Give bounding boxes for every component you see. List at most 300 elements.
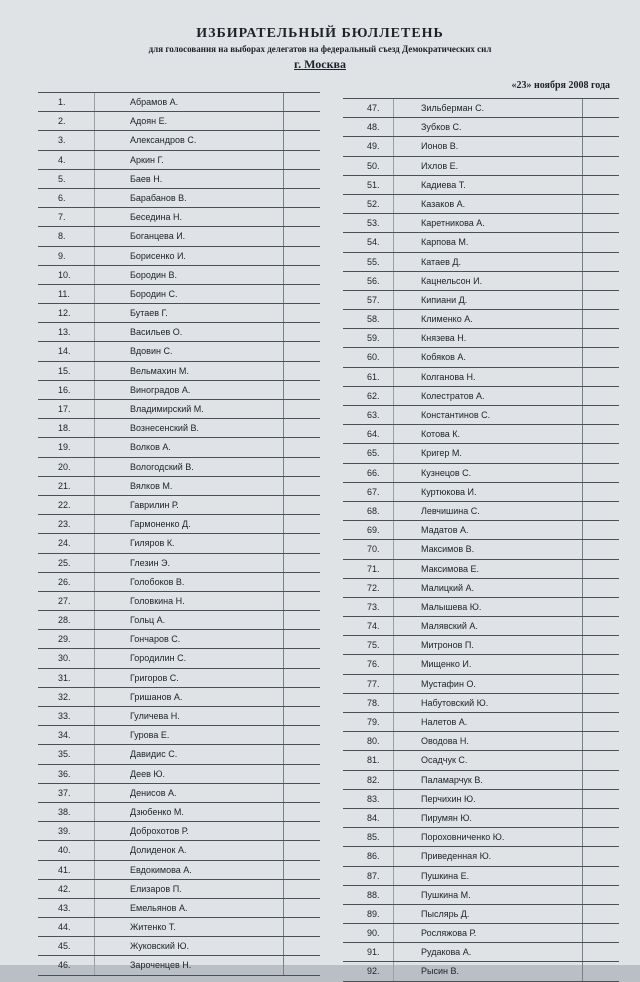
column-divider xyxy=(94,496,95,514)
candidate-row xyxy=(38,150,320,169)
candidate-number: 10. xyxy=(58,269,71,280)
candidate-name: Кацнельсон И. xyxy=(421,275,483,286)
vote-checkbox[interactable] xyxy=(582,348,607,366)
candidate-name: Пыслярь Д. xyxy=(421,908,470,919)
candidate-row xyxy=(38,418,320,437)
vote-checkbox[interactable] xyxy=(582,655,607,673)
candidate-number: 92. xyxy=(367,966,380,977)
column-divider xyxy=(393,406,394,424)
candidate-name: Вологодский В. xyxy=(130,461,194,472)
vote-checkbox[interactable] xyxy=(582,137,607,155)
column-divider xyxy=(393,675,394,693)
column-divider xyxy=(94,707,95,725)
ballot-subtitle: для голосования на выборах делегатов на федеральный съезд Демократических сил xyxy=(148,44,492,54)
vote-checkbox[interactable] xyxy=(283,534,308,552)
candidate-name: Кузнецов С. xyxy=(421,467,472,478)
vote-checkbox[interactable] xyxy=(283,151,308,169)
column-divider xyxy=(393,176,394,194)
vote-checkbox[interactable] xyxy=(283,956,308,974)
candidate-name: Григоров С. xyxy=(130,672,179,683)
column-divider xyxy=(393,368,394,386)
vote-checkbox[interactable] xyxy=(283,669,308,687)
candidate-number: 45. xyxy=(58,941,71,952)
column-divider xyxy=(94,323,95,341)
vote-checkbox[interactable] xyxy=(582,387,607,405)
column-divider xyxy=(393,521,394,539)
candidate-row xyxy=(343,194,619,213)
candidate-name: Глезин Э. xyxy=(130,557,171,568)
candidate-row xyxy=(38,764,320,783)
candidate-row xyxy=(343,578,619,597)
candidate-number: 22. xyxy=(58,499,71,510)
column-divider xyxy=(393,291,394,309)
candidate-number: 28. xyxy=(58,615,71,626)
vote-checkbox[interactable] xyxy=(283,477,308,495)
candidate-number: 62. xyxy=(367,390,380,401)
candidate-name: Гончаров С. xyxy=(130,634,181,645)
vote-checkbox[interactable] xyxy=(582,924,607,942)
vote-checkbox[interactable] xyxy=(283,304,308,322)
candidate-row xyxy=(343,463,619,482)
candidate-number: 55. xyxy=(367,256,380,267)
candidate-number: 33. xyxy=(58,711,71,721)
candidate-name: Дзюбенко М. xyxy=(130,806,184,817)
column-divider xyxy=(94,515,95,533)
column-divider xyxy=(393,560,394,578)
candidate-name: Евдокимова А. xyxy=(130,864,192,875)
vote-checkbox[interactable] xyxy=(283,630,308,648)
vote-checkbox[interactable] xyxy=(582,886,607,904)
column-divider xyxy=(393,99,394,117)
candidate-number: 58. xyxy=(367,314,380,325)
column-divider xyxy=(94,899,95,917)
candidate-name: Беседина Н. xyxy=(130,212,182,223)
column-divider xyxy=(393,828,394,846)
column-divider xyxy=(94,688,95,706)
candidate-number: 5. xyxy=(58,173,66,184)
candidate-name: Виноградов А. xyxy=(130,384,191,395)
candidate-row xyxy=(343,501,619,520)
vote-checkbox[interactable] xyxy=(283,726,308,744)
candidate-name: Паламарчук В. xyxy=(421,774,483,785)
vote-checkbox[interactable] xyxy=(283,496,308,514)
candidate-number: 40. xyxy=(58,845,71,856)
column-divider xyxy=(94,784,95,802)
candidate-name: Адоян Е. xyxy=(130,116,168,127)
candidate-name: Катаев Д. xyxy=(421,256,461,267)
vote-checkbox[interactable] xyxy=(283,419,308,437)
candidate-row xyxy=(38,917,320,936)
vote-checkbox[interactable] xyxy=(582,867,607,885)
candidate-number: 21. xyxy=(58,480,71,491)
column-divider xyxy=(393,310,394,328)
candidate-row xyxy=(343,904,619,923)
vote-checkbox[interactable] xyxy=(283,323,308,341)
vote-checkbox[interactable] xyxy=(582,943,607,961)
column-divider xyxy=(94,669,95,687)
vote-checkbox[interactable] xyxy=(582,368,607,386)
vote-checkbox[interactable] xyxy=(283,688,308,706)
vote-checkbox[interactable] xyxy=(283,573,308,591)
vote-checkbox[interactable] xyxy=(582,771,607,789)
candidate-number: 71. xyxy=(367,563,380,574)
candidate-number: 13. xyxy=(58,327,71,338)
column-divider xyxy=(94,841,95,859)
candidate-name: Пушкина Е. xyxy=(421,870,470,881)
candidate-number: 15. xyxy=(58,365,71,376)
candidate-row xyxy=(343,290,619,309)
candidate-row xyxy=(38,169,320,188)
vote-checkbox[interactable] xyxy=(582,636,607,654)
candidate-name: Голобоков В. xyxy=(130,576,185,587)
vote-checkbox[interactable] xyxy=(283,208,308,226)
column-divider xyxy=(94,592,95,610)
column-divider xyxy=(393,962,394,980)
candidate-name: Мадатов А. xyxy=(421,525,469,536)
vote-checkbox[interactable] xyxy=(283,803,308,821)
candidate-name: Жуковский Ю. xyxy=(130,941,190,952)
vote-checkbox[interactable] xyxy=(582,617,607,635)
vote-checkbox[interactable] xyxy=(582,675,607,693)
vote-checkbox[interactable] xyxy=(582,751,607,769)
candidate-number: 30. xyxy=(58,653,71,664)
vote-checkbox[interactable] xyxy=(582,272,607,290)
candidate-name: Осадчук С. xyxy=(421,755,468,766)
column-divider xyxy=(393,348,394,366)
vote-checkbox[interactable] xyxy=(283,285,308,303)
candidate-name: Вознесенский В. xyxy=(130,423,199,434)
candidate-row xyxy=(343,654,619,673)
candidate-row xyxy=(343,309,619,328)
column-divider xyxy=(393,233,394,251)
vote-checkbox[interactable] xyxy=(283,611,308,629)
candidate-row xyxy=(343,328,619,347)
candidate-name: Барабанов В. xyxy=(130,192,187,203)
vote-checkbox[interactable] xyxy=(582,233,607,251)
vote-checkbox[interactable] xyxy=(582,464,607,482)
column-divider xyxy=(94,227,95,245)
candidate-row xyxy=(38,936,320,955)
vote-checkbox[interactable] xyxy=(283,170,308,188)
candidate-number: 12. xyxy=(58,308,71,319)
column-divider xyxy=(393,847,394,865)
candidate-name: Набутовский Ю. xyxy=(421,697,489,708)
candidate-row xyxy=(343,866,619,885)
candidate-list-right xyxy=(343,98,619,982)
column-divider xyxy=(393,157,394,175)
vote-checkbox[interactable] xyxy=(283,381,308,399)
vote-checkbox[interactable] xyxy=(582,732,607,750)
candidate-number: 29. xyxy=(58,634,71,645)
column-divider xyxy=(393,751,394,769)
column-divider xyxy=(393,598,394,616)
candidate-row xyxy=(343,942,619,961)
column-divider xyxy=(94,362,95,380)
vote-checkbox[interactable] xyxy=(283,918,308,936)
candidate-name: Гаврилин Р. xyxy=(130,499,179,510)
vote-checkbox[interactable] xyxy=(582,847,607,865)
column-divider xyxy=(94,266,95,284)
candidate-number: 69. xyxy=(367,525,380,536)
vote-checkbox[interactable] xyxy=(582,521,607,539)
candidate-row xyxy=(343,156,619,175)
candidate-number: 87. xyxy=(367,870,380,881)
candidate-name: Куртюкова И. xyxy=(421,486,477,497)
column-divider xyxy=(393,924,394,942)
candidate-row xyxy=(38,553,320,572)
candidate-name: Максимова Е. xyxy=(421,563,480,574)
candidate-row xyxy=(343,885,619,904)
candidate-row xyxy=(38,860,320,879)
candidate-name: Вялков М. xyxy=(130,480,173,491)
candidate-name: Деев Ю. xyxy=(130,768,165,779)
column-divider xyxy=(94,822,95,840)
vote-checkbox[interactable] xyxy=(582,962,607,980)
candidate-name: Приведенная Ю. xyxy=(421,851,492,862)
column-divider xyxy=(94,649,95,667)
candidate-row xyxy=(343,252,619,271)
column-divider xyxy=(393,771,394,789)
column-divider xyxy=(94,937,95,955)
candidate-row xyxy=(38,572,320,591)
column-divider xyxy=(94,861,95,879)
candidate-number: 90. xyxy=(367,928,380,939)
ballot-title: ИЗБИРАТЕЛЬНЫЙ БЮЛЛЕТЕНЬ xyxy=(196,26,444,41)
vote-checkbox[interactable] xyxy=(283,227,308,245)
candidate-number: 8. xyxy=(58,231,66,242)
vote-checkbox[interactable] xyxy=(283,131,308,149)
candidate-number: 3. xyxy=(58,135,66,146)
vote-checkbox[interactable] xyxy=(582,790,607,808)
vote-checkbox[interactable] xyxy=(283,765,308,783)
vote-checkbox[interactable] xyxy=(283,899,308,917)
column-divider xyxy=(94,93,95,111)
vote-checkbox[interactable] xyxy=(582,425,607,443)
column-divider xyxy=(94,208,95,226)
vote-checkbox[interactable] xyxy=(283,592,308,610)
vote-checkbox[interactable] xyxy=(582,291,607,309)
candidate-row xyxy=(343,424,619,443)
candidate-name: Гурова Е. xyxy=(130,730,170,741)
candidate-name: Перчихин Ю. xyxy=(421,793,476,804)
column-divider xyxy=(393,195,394,213)
candidate-name: Баев Н. xyxy=(130,173,163,184)
candidate-row xyxy=(38,802,320,821)
column-divider xyxy=(94,534,95,552)
vote-checkbox[interactable] xyxy=(582,540,607,558)
vote-checkbox[interactable] xyxy=(283,93,308,111)
candidate-name: Городилин С. xyxy=(130,653,187,664)
column-divider xyxy=(393,636,394,654)
vote-checkbox[interactable] xyxy=(582,195,607,213)
vote-checkbox[interactable] xyxy=(582,329,607,347)
candidate-name: Аркин Г. xyxy=(130,154,164,165)
vote-checkbox[interactable] xyxy=(283,458,308,476)
vote-checkbox[interactable] xyxy=(283,342,308,360)
candidate-row xyxy=(343,232,619,251)
candidate-name: Александров С. xyxy=(130,135,197,146)
vote-checkbox[interactable] xyxy=(283,112,308,130)
column-divider xyxy=(94,745,95,763)
candidate-number: 24. xyxy=(58,538,71,549)
candidate-row xyxy=(343,923,619,942)
column-divider xyxy=(393,694,394,712)
column-divider xyxy=(94,381,95,399)
vote-checkbox[interactable] xyxy=(283,189,308,207)
column-divider xyxy=(393,579,394,597)
vote-checkbox[interactable] xyxy=(283,400,308,418)
candidate-number: 57. xyxy=(367,294,380,305)
candidate-name: Колганова Н. xyxy=(421,371,476,382)
candidate-name: Доброхотов Р. xyxy=(130,826,189,837)
column-divider xyxy=(393,118,394,136)
column-divider xyxy=(94,112,95,130)
vote-checkbox[interactable] xyxy=(582,310,607,328)
vote-checkbox[interactable] xyxy=(283,841,308,859)
candidate-row xyxy=(38,207,320,226)
vote-checkbox[interactable] xyxy=(283,880,308,898)
candidate-row xyxy=(343,520,619,539)
candidate-row xyxy=(343,770,619,789)
candidate-name: Пороховниченко Ю. xyxy=(421,832,505,843)
vote-checkbox[interactable] xyxy=(283,554,308,572)
column-divider xyxy=(393,655,394,673)
vote-checkbox[interactable] xyxy=(582,502,607,520)
vote-checkbox[interactable] xyxy=(283,362,308,380)
vote-checkbox[interactable] xyxy=(582,483,607,501)
candidate-number: 70. xyxy=(367,544,380,555)
vote-checkbox[interactable] xyxy=(582,444,607,462)
vote-checkbox[interactable] xyxy=(582,828,607,846)
candidate-name: Рысин В. xyxy=(421,966,459,977)
candidate-row xyxy=(38,514,320,533)
column-divider xyxy=(94,151,95,169)
candidate-name: Давидис С. xyxy=(130,749,178,760)
vote-checkbox[interactable] xyxy=(283,784,308,802)
column-divider xyxy=(94,170,95,188)
candidate-name: Росляжова Р. xyxy=(421,928,477,939)
column-divider xyxy=(393,387,394,405)
candidate-number: 60. xyxy=(367,352,380,363)
candidate-number: 54. xyxy=(367,237,380,248)
vote-checkbox[interactable] xyxy=(582,253,607,271)
candidate-number: 23. xyxy=(58,519,71,530)
candidate-number: 9. xyxy=(58,250,66,261)
vote-checkbox[interactable] xyxy=(582,579,607,597)
column-divider xyxy=(94,400,95,418)
candidate-number: 79. xyxy=(367,717,380,727)
candidate-name: Гольц А. xyxy=(130,615,166,626)
column-divider xyxy=(393,809,394,827)
candidate-number: 48. xyxy=(367,122,380,133)
vote-checkbox[interactable] xyxy=(582,598,607,616)
candidate-row xyxy=(343,175,619,194)
column-divider xyxy=(94,918,95,936)
vote-checkbox[interactable] xyxy=(283,515,308,533)
candidate-name: Долиденок А. xyxy=(130,845,187,856)
candidate-row xyxy=(38,840,320,859)
candidate-row xyxy=(38,898,320,917)
candidate-row xyxy=(38,341,320,360)
candidate-number: 75. xyxy=(367,640,380,651)
ballot-city: г. Москва xyxy=(294,57,346,71)
candidate-number: 14. xyxy=(58,346,71,357)
candidate-list-left xyxy=(38,92,320,976)
vote-checkbox[interactable] xyxy=(582,406,607,424)
candidate-row xyxy=(343,808,619,827)
candidate-number: 1. xyxy=(58,97,66,107)
vote-checkbox[interactable] xyxy=(582,809,607,827)
candidate-name: Пирумян Ю. xyxy=(421,812,472,823)
vote-checkbox[interactable] xyxy=(582,214,607,232)
candidate-name: Пушкина М. xyxy=(421,889,471,900)
candidate-name: Рудакова А. xyxy=(421,947,472,958)
candidate-number: 19. xyxy=(58,442,71,453)
candidate-name: Бородин С. xyxy=(130,288,178,299)
vote-checkbox[interactable] xyxy=(582,560,607,578)
candidate-number: 35. xyxy=(58,749,71,760)
candidate-name: Ихлов Е. xyxy=(421,160,459,171)
vote-checkbox[interactable] xyxy=(283,745,308,763)
column-divider xyxy=(94,726,95,744)
candidate-number: 11. xyxy=(58,288,70,299)
candidate-number: 44. xyxy=(58,922,71,933)
vote-checkbox[interactable] xyxy=(283,266,308,284)
candidate-row xyxy=(38,879,320,898)
candidate-number: 76. xyxy=(367,659,380,670)
candidate-number: 38. xyxy=(58,806,71,817)
candidate-row xyxy=(38,437,320,456)
vote-checkbox[interactable] xyxy=(283,937,308,955)
vote-checkbox[interactable] xyxy=(582,118,607,136)
candidate-name: Зубков С. xyxy=(421,122,462,133)
candidate-number: 31. xyxy=(58,672,71,683)
vote-checkbox[interactable] xyxy=(283,247,308,265)
column-divider xyxy=(94,803,95,821)
vote-checkbox[interactable] xyxy=(582,694,607,712)
candidate-row xyxy=(343,750,619,769)
vote-checkbox[interactable] xyxy=(582,99,607,117)
vote-checkbox[interactable] xyxy=(582,176,607,194)
vote-checkbox[interactable] xyxy=(582,157,607,175)
candidate-number: 46. xyxy=(58,960,71,971)
candidate-row xyxy=(343,347,619,366)
candidate-name: Гармоненко Д. xyxy=(130,519,191,530)
candidate-row xyxy=(38,130,320,149)
candidate-row xyxy=(343,712,619,731)
column-divider xyxy=(94,880,95,898)
vote-checkbox[interactable] xyxy=(283,861,308,879)
candidate-row xyxy=(38,246,320,265)
candidate-row xyxy=(38,111,320,130)
candidate-number: 32. xyxy=(58,691,71,702)
candidate-name: Кипиани Д. xyxy=(421,294,468,305)
candidate-name: Гришанов А. xyxy=(130,691,183,702)
vote-checkbox[interactable] xyxy=(283,707,308,725)
vote-checkbox[interactable] xyxy=(582,905,607,923)
candidate-number: 67. xyxy=(367,486,380,497)
vote-checkbox[interactable] xyxy=(283,649,308,667)
vote-checkbox[interactable] xyxy=(582,713,607,731)
vote-checkbox[interactable] xyxy=(283,438,308,456)
candidate-row xyxy=(38,322,320,341)
column-divider xyxy=(94,458,95,476)
column-divider xyxy=(393,464,394,482)
candidate-row xyxy=(38,687,320,706)
candidate-name: Бутаев Г. xyxy=(130,308,168,319)
candidate-number: 81. xyxy=(367,755,380,766)
vote-checkbox[interactable] xyxy=(283,822,308,840)
